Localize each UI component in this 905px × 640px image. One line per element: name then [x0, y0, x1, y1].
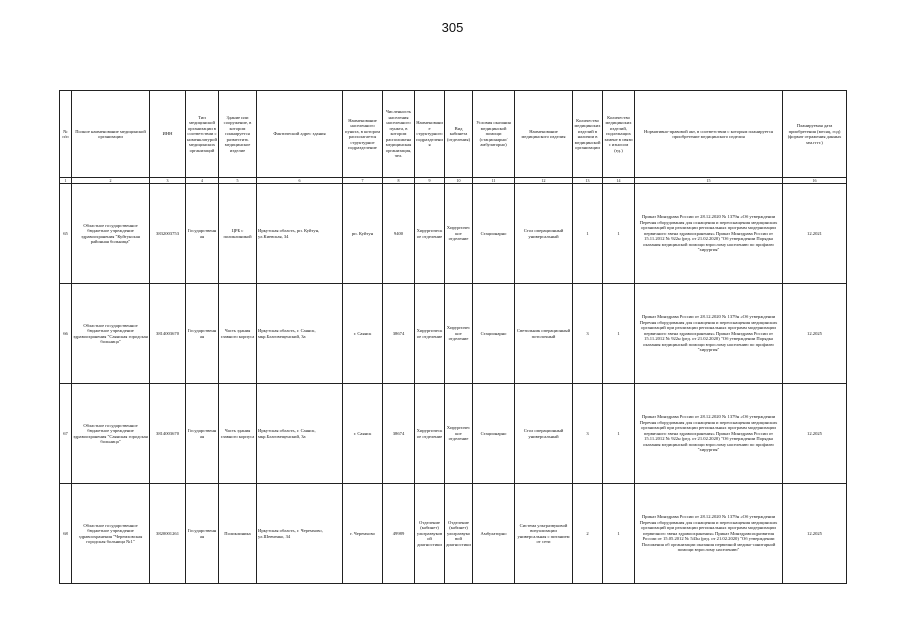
table-cell: Отделение (кабинет) ультразвуковой диагностики	[415, 484, 445, 584]
table-cell: Поликлиника	[219, 484, 257, 584]
column-header: ИНН	[150, 91, 186, 178]
table-cell: 38674	[383, 384, 415, 484]
column-header: № п/п	[60, 91, 72, 178]
column-number: 2	[72, 178, 150, 184]
table-cell: Областное государственное бюджетное учреждение здравоохранения "Черемховская городская больница №1"	[72, 484, 150, 584]
equipment-table	[59, 90, 846, 584]
table-cell: Часть здания главного корпуса	[219, 284, 257, 384]
column-number: 11	[473, 178, 515, 184]
column-number: 1	[60, 178, 72, 184]
column-number: 9	[415, 178, 445, 184]
table-cell: 1	[573, 184, 603, 284]
table-row	[60, 484, 847, 584]
table-cell: Стационарно	[473, 184, 515, 284]
table-cell: 3814003670	[150, 284, 186, 384]
table-cell: 65	[60, 184, 72, 284]
table-cell: 49989	[383, 484, 415, 584]
table-cell: Хирургическое отделение	[445, 184, 473, 284]
table-cell: 12.2021	[783, 184, 847, 284]
table-cell: Иркутская область, г. Саянск, мкр.Благовещенский, 3а	[257, 284, 343, 384]
table-cell: Светильник операционный потолочный	[515, 284, 573, 384]
column-number: 13	[573, 178, 603, 184]
table-cell: Хирургическое отделение	[415, 184, 445, 284]
column-header: Количество медицинских изделий, подлежащих замене в связи с износом (ед.)	[603, 91, 635, 178]
table-cell: г. Черемхово	[343, 484, 383, 584]
column-header: Нормативно-правовой акт, в соответствии с которым планируется приобретение медицинского изделия	[635, 91, 783, 178]
column-header: Условия оказания медицинской помощи (стационарно/амбулаторно)	[473, 91, 515, 178]
table-cell: 3814003670	[150, 384, 186, 484]
table-cell: 38674	[383, 284, 415, 384]
column-header: Полное наименование медицинской организации	[72, 91, 150, 178]
table-cell: Хирургическое отделение	[445, 284, 473, 384]
column-number: 6	[257, 178, 343, 184]
table-cell: 67	[60, 384, 72, 484]
table-cell: 1	[603, 384, 635, 484]
table-cell: Хирургическое отделение	[445, 384, 473, 484]
table-cell: 3	[573, 284, 603, 384]
table-cell: Государственная	[186, 484, 219, 584]
table-cell: 12.2025	[783, 284, 847, 384]
column-header: Здание или сооружение, в котором планируется разместить медицинское изделие	[219, 91, 257, 178]
table-cell: Хирургическое отделение	[415, 384, 445, 484]
column-header: Наименование населенного пункта, в котором располагается структурное подразделение	[343, 91, 383, 178]
column-number: 8	[383, 178, 415, 184]
column-number: 16	[783, 178, 847, 184]
table-cell: Приказ Минздрава России от 28.12.2020 № 1379н «Об утверждении Перечня оборудования для оснащения и переоснащения медицинских организаций при реализации региональных программ модернизации первичного звена здравоохранения» Приказ Минздрава России от 15.11.2012 № 922н (ред. от 21.02.2020) "Об утверждении Порядка оказания медицинской помощи взрослому населению по профилю "хирургия"	[635, 284, 783, 384]
table-cell: Приказ Минздрава России от 28.12.2020 № 1379н «Об утверждении Перечня оборудования для оснащения и переоснащения медицинских организаций при реализации региональных программ модернизации первичного звена здравоохранения» Приказ Минздрава России от 15.11.2012 № 922н (ред. от 21.02.2020) "Об утверждении Порядка оказания медицинской помощи взрослому населению по профилю "хирургия"	[635, 384, 783, 484]
table-cell: Государственная	[186, 384, 219, 484]
table-body	[60, 184, 847, 584]
column-header: Количество медицинских изделий в наличии в медицинской организации	[573, 91, 603, 178]
table-cell: ЦРБ с поликлиникой	[219, 184, 257, 284]
column-header: Вид кабинета (отделения)	[445, 91, 473, 178]
table-cell: г. Саянск	[343, 384, 383, 484]
column-number: 14	[603, 178, 635, 184]
table-row	[60, 284, 847, 384]
column-number: 12	[515, 178, 573, 184]
table-cell: 2	[573, 484, 603, 584]
column-number: 5	[219, 178, 257, 184]
table-cell: Хирургическое отделение	[415, 284, 445, 384]
column-number: 10	[445, 178, 473, 184]
table-cell: Государственная	[186, 284, 219, 384]
table-cell: Иркутская область, г. Саянск, мкр.Благовещенский, 3а	[257, 384, 343, 484]
table-cell: Амбулаторно	[473, 484, 515, 584]
table-cell: Иркутская область, г. Черемхово, ул.Шевченко, 34	[257, 484, 343, 584]
table-cell: 68	[60, 484, 72, 584]
table-cell: Часть здания главного корпуса	[219, 384, 257, 484]
table-cell: Стационарно	[473, 384, 515, 484]
table-cell: Отделение (кабинет) ультразвуковой диагностики	[445, 484, 473, 584]
page-number: 305	[441, 20, 464, 35]
table-cell: 1	[603, 284, 635, 384]
table-cell: Стационарно	[473, 284, 515, 384]
table-cell: 1	[603, 184, 635, 284]
table-cell: 1	[603, 484, 635, 584]
table-cell: 12.2025	[783, 384, 847, 484]
table-row	[60, 384, 847, 484]
table-cell: Областное государственное бюджетное учреждение здравоохранения "Куйтунская районная больница"	[72, 184, 150, 284]
table-cell: Областное государственное бюджетное учреждение здравоохранения "Саянская городская больница"	[72, 384, 150, 484]
column-number: 4	[186, 178, 219, 184]
column-header: Наименование медицинского изделия	[515, 91, 573, 178]
table-cell: Государственная	[186, 184, 219, 284]
table-cell: Приказ Минздрава России от 28.12.2020 № 1379н «Об утверждении Перечня оборудования для оснащения и переоснащения медицинских организаций при реализации региональных программ модернизации первичного звена здравоохранения» Приказ Минздравсоцразвития России от 15.05.2012 № 543н (ред. от 21.02.2020) "Об утверждении Положения об организации оказания первичной медико-санитарной помощи взрослому населению"	[635, 484, 783, 584]
column-header: Наименование структурного подразделения	[415, 91, 445, 178]
column-number: 3	[150, 178, 186, 184]
column-header: Фактический адрес здания	[257, 91, 343, 178]
table-cell: Стол операционный универсальный	[515, 184, 573, 284]
table-cell: Областное государственное бюджетное учреждение здравоохранения "Саянская городская больница"	[72, 284, 150, 384]
column-header: Тип медицинской организации в соответствии с номенклатурой медицинских организаций	[186, 91, 219, 178]
column-number: 7	[343, 178, 383, 184]
table-cell: г. Саянск	[343, 284, 383, 384]
column-header: Планируемая дата приобретения (месяц, год) (формат отражения данных мм.гггг.)	[783, 91, 847, 178]
column-header: Численность населения населенного пункта, в котором расположена медицинская организация, чел.	[383, 91, 415, 178]
table-cell: 12.2025	[783, 484, 847, 584]
table-cell: 3820001261	[150, 484, 186, 584]
table-cell: 9400	[383, 184, 415, 284]
table-cell: Система ультразвуковой визуализации универсальная с питанием от сети	[515, 484, 573, 584]
table-cell: 3832003753	[150, 184, 186, 284]
table-cell: Стол операционный универсальный	[515, 384, 573, 484]
table-cell: Приказ Минздрава России от 28.12.2020 № 1379н «Об утверждении Перечня оборудования для оснащения и переоснащения медицинских организаций при реализации региональных программ модернизации первичного звена здравоохранения» Приказ Минздрава России от 15.11.2012 № 922н (ред. от 21.02.2020) "Об утверждении Порядка оказания медицинской помощи взрослому населению по профилю "хирургия"	[635, 184, 783, 284]
table-cell: 66	[60, 284, 72, 384]
table-cell: 3	[573, 384, 603, 484]
table-row	[60, 184, 847, 284]
header-row	[60, 91, 847, 178]
table-cell: Иркутская область, рп. Куйтун, ул.Киевская, 34	[257, 184, 343, 284]
column-number: 15	[635, 178, 783, 184]
table-cell: рп. Куйтун	[343, 184, 383, 284]
